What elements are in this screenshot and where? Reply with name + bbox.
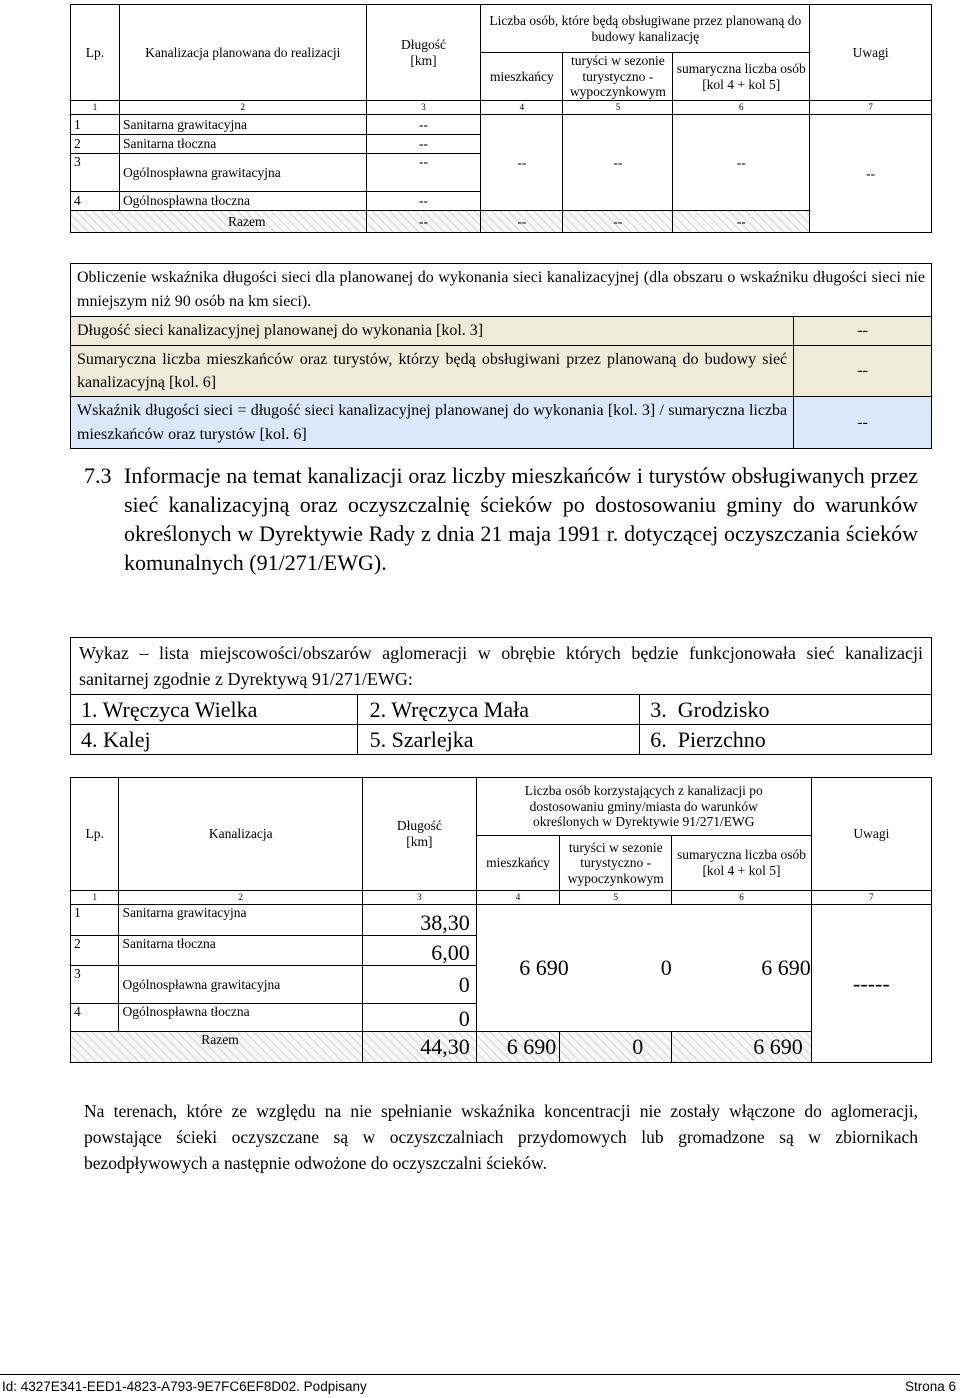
row-lp: 3 bbox=[71, 154, 120, 192]
total-sumaryczna: 6 690 bbox=[672, 1032, 812, 1063]
total-row bbox=[71, 211, 932, 233]
header-turysci: turyści w sezonie turystyczno - wypoczynkowym bbox=[560, 836, 672, 891]
header-kanalizacja: Kanalizacja planowana do realizacji bbox=[119, 5, 366, 101]
row-len: 0 bbox=[363, 966, 477, 1004]
total-len: 44,30 bbox=[363, 1032, 477, 1063]
footer-rule bbox=[0, 1374, 960, 1375]
row-lp: 2 bbox=[71, 936, 119, 966]
header-kanalizacja: Kanalizacja bbox=[119, 778, 363, 891]
merged-sumaryczna: -- bbox=[673, 115, 810, 211]
colnum: 3 bbox=[366, 101, 481, 115]
footer-id: Id: 4327E341-EED1-4823-A793-9E7FC6EF8D02. Podpisany bbox=[2, 1379, 367, 1394]
total-turysci: 0 bbox=[560, 1032, 672, 1063]
row-len: -- bbox=[366, 192, 481, 211]
merged-uwagi: ----- bbox=[811, 905, 931, 1063]
colnum: 2 bbox=[119, 101, 366, 115]
place-item: 4. Kalej bbox=[71, 725, 358, 755]
indicator-intro: Obliczenie wskaźnika długości sieci dla planowanej do wykonania sieci kanalizacyjnej (dla obszaru o wskaźniku długości sieci nie mniejszym niż 90 osób na km sieci). bbox=[71, 264, 932, 317]
header-mieszkancy: mieszkańcy bbox=[476, 836, 559, 891]
header-turysci: turyści w sezonie turystyczno - wypoczynkowym bbox=[563, 53, 673, 101]
indicator-label: Wskaźnik długości sieci = długość sieci kanalizacyjnej planowanej do wykonania [kol. 3] / sumaryczna liczba mieszkańców oraz turystów [kol. 6] bbox=[71, 397, 794, 448]
indicator-table bbox=[70, 263, 932, 449]
table-row bbox=[71, 905, 932, 936]
header-lp: Lp. bbox=[71, 5, 120, 101]
row-lp: 4 bbox=[71, 1004, 119, 1032]
place-item: 5. Szarlejka bbox=[357, 725, 640, 755]
sewer-after-directive-table bbox=[70, 777, 932, 1063]
row-name: Sanitarna tłoczna bbox=[119, 135, 366, 154]
colnum: 6 bbox=[672, 891, 812, 905]
place-item: 3. Grodzisko bbox=[640, 695, 932, 725]
row-len: 38,30 bbox=[363, 905, 477, 936]
agglomeration-list-table bbox=[70, 637, 932, 755]
row-name: Ogólnospławna grawitacyjna bbox=[119, 154, 366, 192]
total-label: Razem bbox=[71, 1032, 363, 1063]
header-liczba-osob: Liczba osób, które będą obsługiwane przez planowaną do budowy kanalizację bbox=[481, 5, 810, 53]
place-item: 6. Pierzchno bbox=[640, 725, 932, 755]
colnum: 4 bbox=[481, 101, 563, 115]
indicator-label: Sumaryczna liczba mieszkańców oraz turystów, którzy będą obsługiwani przez planowaną do budowy sieć kanalizacyjną [kol. 6] bbox=[71, 346, 794, 397]
header-dlugosc: Długość [km] bbox=[363, 778, 477, 891]
merged-sumaryczna: 6 690 bbox=[761, 955, 811, 981]
row-len: -- bbox=[366, 154, 481, 192]
header-sumaryczna: sumaryczna liczba osób [kol 4 + kol 5] bbox=[672, 836, 812, 891]
colnum: 7 bbox=[810, 101, 932, 115]
row-lp: 2 bbox=[71, 135, 120, 154]
merged-turysci: -- bbox=[563, 115, 673, 211]
header-sumaryczna: sumaryczna liczba osób [kol 4 + kol 5] bbox=[673, 53, 810, 101]
merged-uwagi: -- bbox=[810, 115, 932, 233]
indicator-value: -- bbox=[794, 346, 932, 397]
planned-sewer-table bbox=[70, 4, 932, 233]
header-liczba-osob: Liczba osób korzystających z kanalizacji po dostosowaniu gminy/miasta do warunków określonych w Dyrektywie 91/271/EWG bbox=[476, 778, 811, 836]
row-len: -- bbox=[366, 135, 481, 154]
colnum: 4 bbox=[476, 891, 559, 905]
merged-mieszkancy: -- bbox=[481, 115, 563, 211]
section-number: 7.3 bbox=[84, 463, 112, 488]
place-item: 1. Wręczyca Wielka bbox=[71, 695, 358, 725]
row-len: -- bbox=[366, 115, 481, 135]
table-row bbox=[71, 115, 932, 135]
indicator-value: -- bbox=[794, 317, 932, 346]
row-lp: 3 bbox=[71, 966, 119, 1004]
merged-turysci: 0 bbox=[660, 955, 672, 981]
total-turysci: -- bbox=[563, 211, 673, 233]
section-text: Informacje na temat kanalizacji oraz liczby mieszkańców i turystów obsługiwanych przez sieć kanalizacyjną oraz oczyszczalnię ścieków po dostosowaniu gminy do warunków określonych w Dyrektywie Rady z dnia 21 maja 1991 r. dotyczącej oczyszczania ścieków komunalnych (91/271/EWG). bbox=[124, 463, 918, 575]
colnum: 6 bbox=[673, 101, 810, 115]
indicator-value: -- bbox=[794, 397, 932, 448]
row-lp: 1 bbox=[71, 905, 119, 936]
row-name: Ogólnospławna grawitacyjna bbox=[119, 966, 363, 1004]
total-row bbox=[71, 1032, 932, 1063]
colnum: 5 bbox=[563, 101, 673, 115]
header-lp: Lp. bbox=[71, 778, 119, 891]
colnum: 2 bbox=[119, 891, 363, 905]
row-name: Sanitarna tłoczna bbox=[119, 936, 363, 966]
row-lp: 1 bbox=[71, 115, 120, 135]
total-mieszkancy: 6 690 bbox=[476, 1032, 559, 1063]
row-lp: 4 bbox=[71, 192, 120, 211]
colnum: 7 bbox=[811, 891, 931, 905]
row-name: Sanitarna grawitacyjna bbox=[119, 905, 363, 936]
colnum: 3 bbox=[363, 891, 477, 905]
row-len: 6,00 bbox=[363, 936, 477, 966]
header-uwagi: Uwagi bbox=[811, 778, 931, 891]
header-mieszkancy: mieszkańcy bbox=[481, 53, 563, 101]
indicator-label: Długość sieci kanalizacyjnej planowanej do wykonania [kol. 3] bbox=[71, 317, 794, 346]
place-item: 2. Wręczyca Mała bbox=[357, 695, 640, 725]
row-name: Ogólnospławna tłoczna bbox=[119, 192, 366, 211]
total-len: -- bbox=[366, 211, 481, 233]
merged-values bbox=[476, 905, 811, 1032]
wykaz-title: Wykaz – lista miejscowości/obszarów aglomeracji w obrębie których będzie funkcjonowała sieć kanalizacji sanitarnej zgodnie z Dyrektywą 91/271/EWG: bbox=[71, 638, 932, 695]
header-dlugosc: Długość [km] bbox=[366, 5, 481, 101]
row-name: Ogólnospławna tłoczna bbox=[119, 1004, 363, 1032]
footer-page: Strona 6 bbox=[904, 1379, 956, 1394]
total-sumaryczna: -- bbox=[673, 211, 810, 233]
merged-mieszkancy: 6 690 bbox=[519, 955, 569, 981]
header-uwagi: Uwagi bbox=[810, 5, 932, 101]
closing-paragraph: Na terenach, które ze względu na nie spełnianie wskaźnika koncentracji nie zostały włączone do aglomeracji, powstające ścieki oczyszczane są w oczyszczalniach przydomowych lub gromadzone są w zbiornikach bezodpływowych a następnie odwożone do oczyszczalni ścieków. bbox=[84, 1101, 918, 1173]
row-len: 0 bbox=[363, 1004, 477, 1032]
row-name: Sanitarna grawitacyjna bbox=[119, 115, 366, 135]
total-label: Razem bbox=[71, 211, 367, 233]
colnum: 1 bbox=[71, 891, 119, 905]
colnum: 1 bbox=[71, 101, 120, 115]
total-mieszkancy: -- bbox=[481, 211, 563, 233]
colnum: 5 bbox=[560, 891, 672, 905]
